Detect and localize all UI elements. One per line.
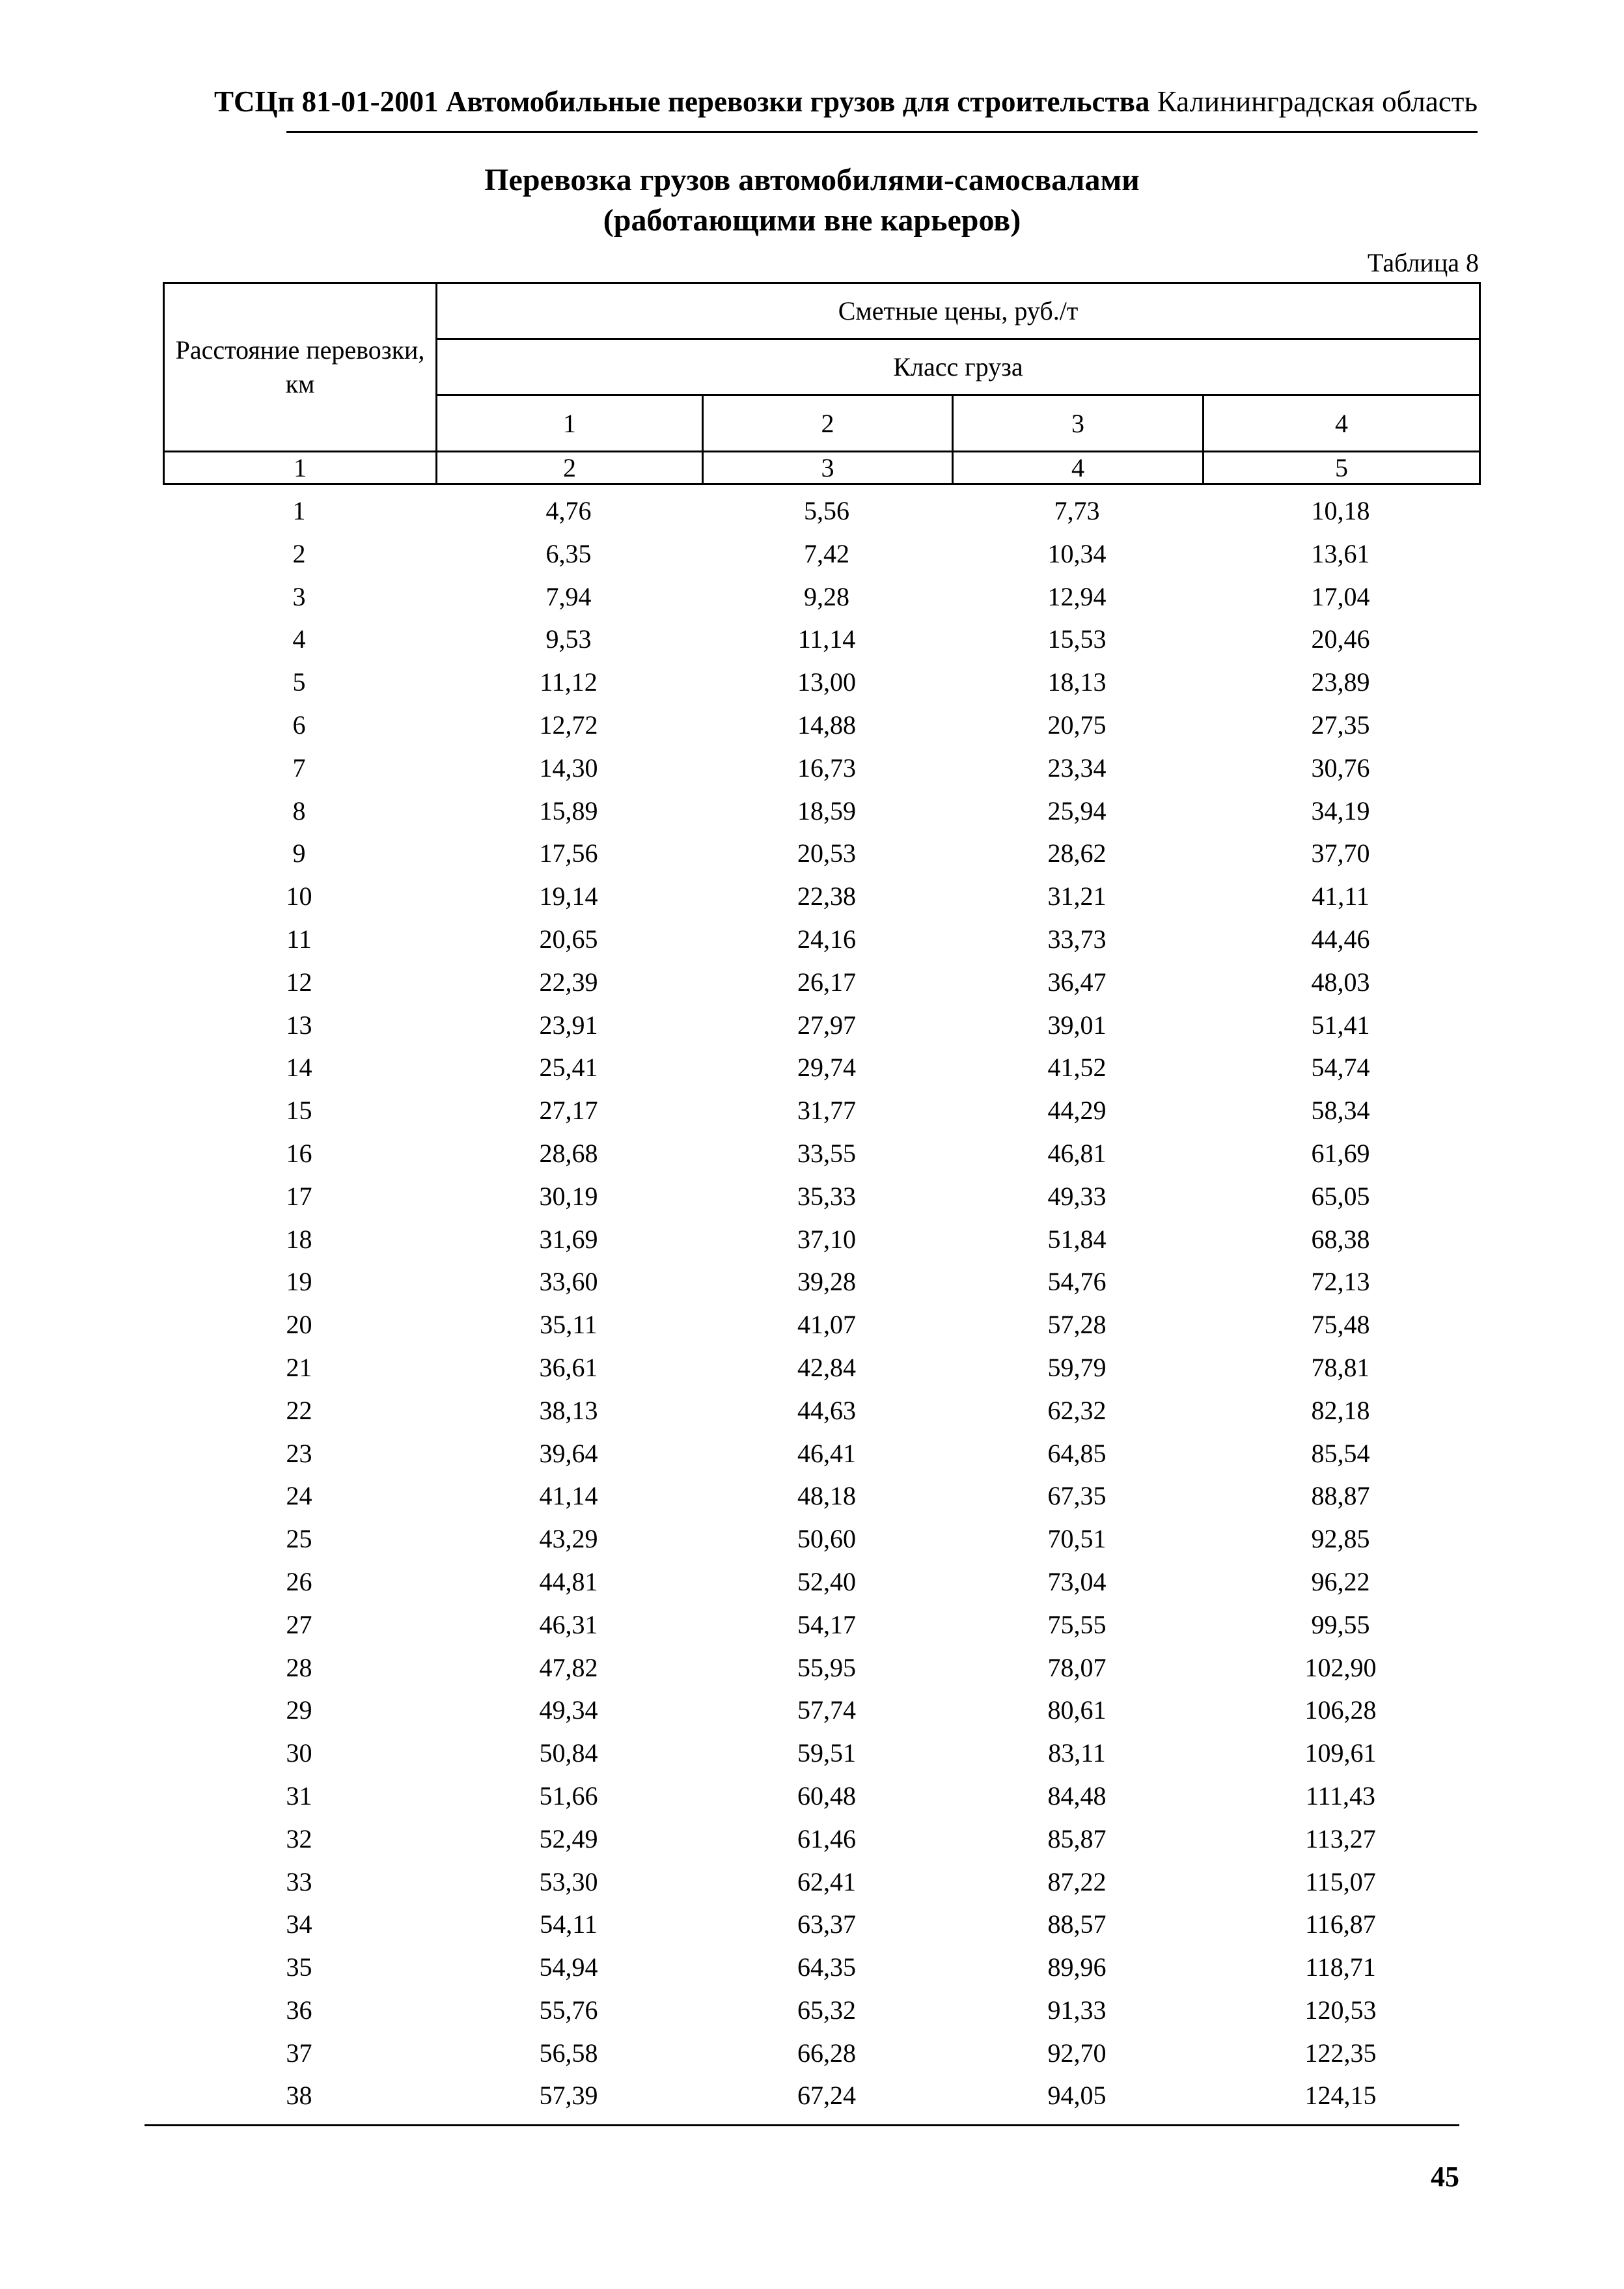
price-cell: 54,76 xyxy=(1047,1267,1107,1297)
price-cell: 35,11 xyxy=(540,1310,598,1340)
price-cell: 78,07 xyxy=(1047,1652,1107,1682)
price-cell: 82,18 xyxy=(1311,1395,1370,1425)
price-cell: 92,85 xyxy=(1311,1524,1370,1554)
table-row xyxy=(163,1732,1479,1775)
table-row xyxy=(163,1946,1479,1989)
header-class: Класс груза xyxy=(437,339,1480,395)
price-cell: 35,33 xyxy=(797,1181,856,1211)
distance-cell: 20 xyxy=(286,1310,312,1340)
table-row xyxy=(163,747,1479,790)
table-row xyxy=(163,1646,1479,1689)
price-cell: 87,22 xyxy=(1047,1866,1107,1896)
price-cell: 92,70 xyxy=(1047,2038,1107,2068)
table-row xyxy=(163,1260,1479,1303)
price-cell: 41,14 xyxy=(539,1481,598,1511)
price-cell: 85,87 xyxy=(1047,1824,1107,1853)
price-cell: 16,73 xyxy=(797,753,856,783)
header-class-2: 2 xyxy=(703,395,953,452)
price-cell: 124,15 xyxy=(1304,2081,1377,2111)
price-cell: 7,94 xyxy=(545,581,592,611)
price-cell: 18,13 xyxy=(1047,667,1107,697)
column-number-1: 1 xyxy=(164,452,437,484)
price-cell: 31,77 xyxy=(797,1096,856,1126)
price-cell: 111,43 xyxy=(1305,1781,1376,1810)
distance-cell: 36 xyxy=(286,1995,312,2025)
header-rule xyxy=(286,131,1478,133)
running-header xyxy=(213,73,1478,133)
price-cell: 30,76 xyxy=(1311,753,1370,783)
table-row xyxy=(163,1603,1479,1646)
price-cell: 7,73 xyxy=(1054,496,1100,525)
price-cell: 22,39 xyxy=(539,967,598,997)
table-row xyxy=(163,875,1479,918)
price-cell: 17,56 xyxy=(539,839,598,868)
price-cell: 122,35 xyxy=(1304,2038,1377,2068)
price-cell: 25,94 xyxy=(1047,796,1107,825)
title-line-1: Перевозка грузов автомобилями-самосвалами xyxy=(484,163,1140,197)
table-row xyxy=(163,2032,1479,2075)
price-cell: 65,32 xyxy=(797,1995,856,2025)
distance-cell: 22 xyxy=(286,1395,312,1425)
price-cell: 84,48 xyxy=(1047,1781,1107,1810)
table-row xyxy=(163,790,1479,833)
title-line-2: (работающими вне карьеров) xyxy=(603,203,1021,238)
table-label: Таблица 8 xyxy=(1367,248,1479,277)
header-class-1: 1 xyxy=(437,395,703,452)
distance-cell: 5 xyxy=(292,667,306,697)
distance-cell: 37 xyxy=(286,2038,312,2068)
distance-cell: 11 xyxy=(286,924,312,954)
price-cell: 68,38 xyxy=(1311,1224,1370,1254)
price-cell: 39,01 xyxy=(1047,1010,1107,1040)
price-cell: 7,42 xyxy=(804,538,849,568)
price-cell: 116,87 xyxy=(1305,1909,1376,1939)
distance-cell: 33 xyxy=(286,1866,312,1896)
price-cell: 25,41 xyxy=(539,1053,598,1083)
price-cell: 13,61 xyxy=(1311,538,1370,568)
price-cell: 37,70 xyxy=(1311,839,1370,868)
table-row xyxy=(163,1132,1479,1175)
price-cell: 49,34 xyxy=(539,1695,598,1725)
price-cell: 54,74 xyxy=(1311,1053,1370,1083)
distance-cell: 15 xyxy=(286,1096,312,1126)
price-cell: 57,39 xyxy=(539,2081,598,2111)
table-row xyxy=(163,1475,1479,1518)
price-cell: 39,64 xyxy=(539,1438,598,1468)
price-cell: 46,31 xyxy=(539,1609,598,1639)
price-cell: 89,96 xyxy=(1047,1952,1107,1982)
table-row xyxy=(163,618,1479,661)
price-cell: 9,28 xyxy=(804,581,849,611)
table-row xyxy=(163,490,1479,533)
distance-cell: 6 xyxy=(292,710,306,740)
column-number-4: 4 xyxy=(953,452,1204,484)
table-row xyxy=(163,1689,1479,1732)
price-cell: 38,13 xyxy=(539,1395,598,1425)
price-cell: 46,81 xyxy=(1047,1138,1107,1168)
distance-cell: 12 xyxy=(286,967,312,997)
price-cell: 64,85 xyxy=(1047,1438,1107,1468)
header-text xyxy=(214,85,1478,118)
distance-cell: 24 xyxy=(286,1481,312,1511)
distance-cell: 19 xyxy=(286,1267,312,1297)
price-cell: 48,03 xyxy=(1311,967,1370,997)
price-cell: 20,46 xyxy=(1311,624,1370,654)
price-cell: 31,21 xyxy=(1047,881,1107,911)
header-class-3: 3 xyxy=(953,395,1204,452)
price-cell: 58,34 xyxy=(1311,1096,1370,1126)
price-cell: 44,63 xyxy=(797,1395,856,1425)
price-cell: 75,55 xyxy=(1047,1609,1107,1639)
price-cell: 57,74 xyxy=(797,1695,856,1725)
table-title xyxy=(0,160,1624,241)
price-cell: 50,60 xyxy=(797,1524,856,1554)
distance-cell: 29 xyxy=(286,1695,312,1725)
table-row xyxy=(163,1175,1479,1218)
price-cell: 59,79 xyxy=(1047,1352,1107,1382)
distance-cell: 14 xyxy=(286,1053,312,1083)
price-cell: 75,48 xyxy=(1311,1310,1370,1340)
table-row xyxy=(163,1046,1479,1089)
price-cell: 20,75 xyxy=(1047,710,1107,740)
price-cell: 27,17 xyxy=(539,1096,598,1126)
distance-cell: 34 xyxy=(286,1909,312,1939)
distance-cell: 10 xyxy=(286,881,312,911)
price-cell: 29,74 xyxy=(797,1053,856,1083)
distance-cell: 21 xyxy=(286,1352,312,1382)
price-cell: 36,61 xyxy=(539,1352,598,1382)
table-row xyxy=(163,1089,1479,1132)
price-cell: 65,05 xyxy=(1311,1181,1370,1211)
page-number: 45 xyxy=(1431,2161,1459,2193)
price-cell: 41,07 xyxy=(797,1310,856,1340)
table-row xyxy=(163,1989,1479,2032)
price-cell: 14,88 xyxy=(797,710,856,740)
distance-cell: 31 xyxy=(286,1781,312,1810)
table-row xyxy=(163,533,1479,576)
table-row xyxy=(163,918,1479,961)
distance-cell: 35 xyxy=(286,1952,312,1982)
price-cell: 55,76 xyxy=(539,1995,598,2025)
price-cell: 30,19 xyxy=(539,1181,598,1211)
distance-cell: 1 xyxy=(292,496,306,525)
price-cell: 64,35 xyxy=(797,1952,856,1982)
distance-cell: 7 xyxy=(292,753,306,783)
distance-cell: 8 xyxy=(292,796,306,825)
table-row xyxy=(163,1004,1479,1047)
price-cell: 96,22 xyxy=(1311,1566,1370,1596)
price-cell: 37,10 xyxy=(797,1224,856,1254)
table-header xyxy=(163,282,1481,485)
table-row xyxy=(163,961,1479,1004)
table-row xyxy=(163,1389,1479,1432)
distance-cell: 17 xyxy=(286,1181,312,1211)
price-cell: 39,28 xyxy=(797,1267,856,1297)
distance-cell: 16 xyxy=(286,1138,312,1168)
price-cell: 54,17 xyxy=(797,1609,856,1639)
price-cell: 62,32 xyxy=(1047,1395,1107,1425)
price-cell: 67,35 xyxy=(1047,1481,1107,1511)
price-cell: 61,46 xyxy=(797,1824,856,1853)
table-row xyxy=(163,2074,1479,2117)
price-cell: 60,48 xyxy=(797,1781,856,1810)
price-cell: 27,97 xyxy=(797,1010,856,1040)
price-cell: 99,55 xyxy=(1311,1609,1370,1639)
table-row xyxy=(163,1218,1479,1261)
price-cell: 54,11 xyxy=(540,1909,598,1939)
column-number-2: 2 xyxy=(437,452,703,484)
price-cell: 73,04 xyxy=(1047,1566,1107,1596)
header-distance: Расстояние перевозки, км xyxy=(164,283,437,452)
price-cell: 27,35 xyxy=(1311,710,1370,740)
price-cell: 88,87 xyxy=(1311,1481,1370,1511)
distance-cell: 25 xyxy=(286,1524,312,1554)
price-cell: 62,41 xyxy=(797,1866,856,1896)
table-row xyxy=(163,1518,1479,1561)
price-cell: 109,61 xyxy=(1304,1738,1377,1768)
header-region: Калининградская область xyxy=(1157,85,1478,118)
price-cell: 11,14 xyxy=(797,624,856,654)
price-cell: 28,68 xyxy=(539,1138,598,1168)
price-cell: 33,60 xyxy=(539,1267,598,1297)
price-cell: 13,00 xyxy=(797,667,856,697)
price-cell: 31,69 xyxy=(539,1224,598,1254)
price-cell: 47,82 xyxy=(539,1652,598,1682)
price-cell: 54,94 xyxy=(539,1952,598,1982)
bottom-rule xyxy=(145,2124,1459,2126)
price-cell: 10,18 xyxy=(1311,496,1370,525)
price-cell: 4,76 xyxy=(545,496,592,525)
price-cell: 51,84 xyxy=(1047,1224,1107,1254)
table-row xyxy=(163,704,1479,747)
price-cell: 83,11 xyxy=(1048,1738,1106,1768)
price-cell: 33,73 xyxy=(1047,924,1107,954)
price-cell: 19,14 xyxy=(539,881,598,911)
price-cell: 52,40 xyxy=(797,1566,856,1596)
price-cell: 51,41 xyxy=(1311,1010,1370,1040)
price-cell: 88,57 xyxy=(1047,1909,1107,1939)
price-cell: 52,49 xyxy=(539,1824,598,1853)
price-cell: 63,37 xyxy=(797,1909,856,1939)
price-cell: 43,29 xyxy=(539,1524,598,1554)
price-cell: 23,91 xyxy=(539,1010,598,1040)
price-cell: 18,59 xyxy=(797,796,856,825)
price-cell: 118,71 xyxy=(1305,1952,1376,1982)
price-cell: 61,69 xyxy=(1311,1138,1370,1168)
distance-cell: 13 xyxy=(286,1010,312,1040)
distance-cell: 30 xyxy=(286,1738,312,1768)
price-cell: 72,13 xyxy=(1311,1267,1370,1297)
price-cell: 53,30 xyxy=(539,1866,598,1896)
table-row xyxy=(163,1561,1479,1603)
table-row xyxy=(163,1775,1479,1818)
distance-cell: 9 xyxy=(292,839,306,868)
distance-cell: 2 xyxy=(292,538,306,568)
price-cell: 17,04 xyxy=(1311,581,1370,611)
price-cell: 94,05 xyxy=(1047,2081,1107,2111)
distance-cell: 26 xyxy=(286,1566,312,1596)
table-row xyxy=(163,1346,1479,1389)
price-cell: 50,84 xyxy=(539,1738,598,1768)
price-cell: 80,61 xyxy=(1047,1695,1107,1725)
price-cell: 20,65 xyxy=(539,924,598,954)
table-row xyxy=(163,1818,1479,1861)
price-cell: 115,07 xyxy=(1305,1866,1376,1896)
price-cell: 20,53 xyxy=(797,839,856,868)
price-cell: 22,38 xyxy=(797,881,856,911)
price-cell: 11,12 xyxy=(540,667,598,697)
price-cell: 23,34 xyxy=(1047,753,1107,783)
price-cell: 15,53 xyxy=(1047,624,1107,654)
price-cell: 85,54 xyxy=(1311,1438,1370,1468)
header-prices: Сметные цены, руб./т xyxy=(437,283,1480,339)
distance-cell: 38 xyxy=(286,2081,312,2111)
price-cell: 106,28 xyxy=(1304,1695,1377,1725)
price-cell: 113,27 xyxy=(1305,1824,1376,1853)
price-cell: 10,34 xyxy=(1047,538,1107,568)
price-cell: 44,46 xyxy=(1311,924,1370,954)
distance-cell: 28 xyxy=(286,1652,312,1682)
price-cell: 66,28 xyxy=(797,2038,856,2068)
price-cell: 57,28 xyxy=(1047,1310,1107,1340)
header-class-4: 4 xyxy=(1204,395,1480,452)
price-cell: 78,81 xyxy=(1311,1352,1370,1382)
price-cell: 51,66 xyxy=(539,1781,598,1810)
price-cell: 55,95 xyxy=(797,1652,856,1682)
price-cell: 102,90 xyxy=(1304,1652,1377,1682)
price-cell: 42,84 xyxy=(797,1352,856,1382)
price-cell: 14,30 xyxy=(539,753,598,783)
price-cell: 12,94 xyxy=(1047,581,1107,611)
header-code: ТСЦп 81-01-2001 Автомобильные перевозки грузов для строительства xyxy=(213,85,1150,118)
price-cell: 48,18 xyxy=(797,1481,856,1511)
price-cell: 49,33 xyxy=(1047,1181,1107,1211)
table-row xyxy=(163,576,1479,618)
column-number-3: 3 xyxy=(703,452,953,484)
price-cell: 59,51 xyxy=(797,1738,856,1768)
price-cell: 9,53 xyxy=(545,624,592,654)
price-cell: 23,89 xyxy=(1311,667,1370,697)
distance-cell: 18 xyxy=(286,1224,312,1254)
price-cell: 44,29 xyxy=(1047,1096,1107,1126)
price-cell: 46,41 xyxy=(797,1438,856,1468)
price-cell: 24,16 xyxy=(797,924,856,954)
price-cell: 44,81 xyxy=(539,1566,598,1596)
price-cell: 15,89 xyxy=(539,796,598,825)
distance-cell: 23 xyxy=(286,1438,312,1468)
distance-cell: 4 xyxy=(292,624,306,654)
price-cell: 67,24 xyxy=(797,2081,856,2111)
price-cell: 5,56 xyxy=(804,496,849,525)
table-row xyxy=(163,661,1479,704)
distance-cell: 27 xyxy=(286,1609,312,1639)
price-cell: 26,17 xyxy=(797,967,856,997)
table-row xyxy=(163,1432,1479,1475)
price-cell: 91,33 xyxy=(1047,1995,1107,2025)
table-row xyxy=(163,1861,1479,1904)
price-cell: 41,52 xyxy=(1047,1053,1107,1083)
price-cell: 120,53 xyxy=(1304,1995,1377,2025)
price-cell: 28,62 xyxy=(1047,839,1107,868)
price-cell: 56,58 xyxy=(539,2038,598,2068)
price-cell: 33,55 xyxy=(797,1138,856,1168)
distance-cell: 3 xyxy=(292,581,306,611)
price-table-body xyxy=(163,490,1479,2117)
column-number-5: 5 xyxy=(1204,452,1480,484)
price-cell: 34,19 xyxy=(1311,796,1370,825)
price-cell: 70,51 xyxy=(1047,1524,1107,1554)
price-cell: 6,35 xyxy=(545,538,592,568)
price-cell: 36,47 xyxy=(1047,967,1107,997)
distance-cell: 32 xyxy=(286,1824,312,1853)
table-row xyxy=(163,832,1479,875)
table-row xyxy=(163,1903,1479,1946)
table-row xyxy=(163,1303,1479,1346)
price-cell: 41,11 xyxy=(1312,881,1369,911)
price-cell: 12,72 xyxy=(539,710,598,740)
